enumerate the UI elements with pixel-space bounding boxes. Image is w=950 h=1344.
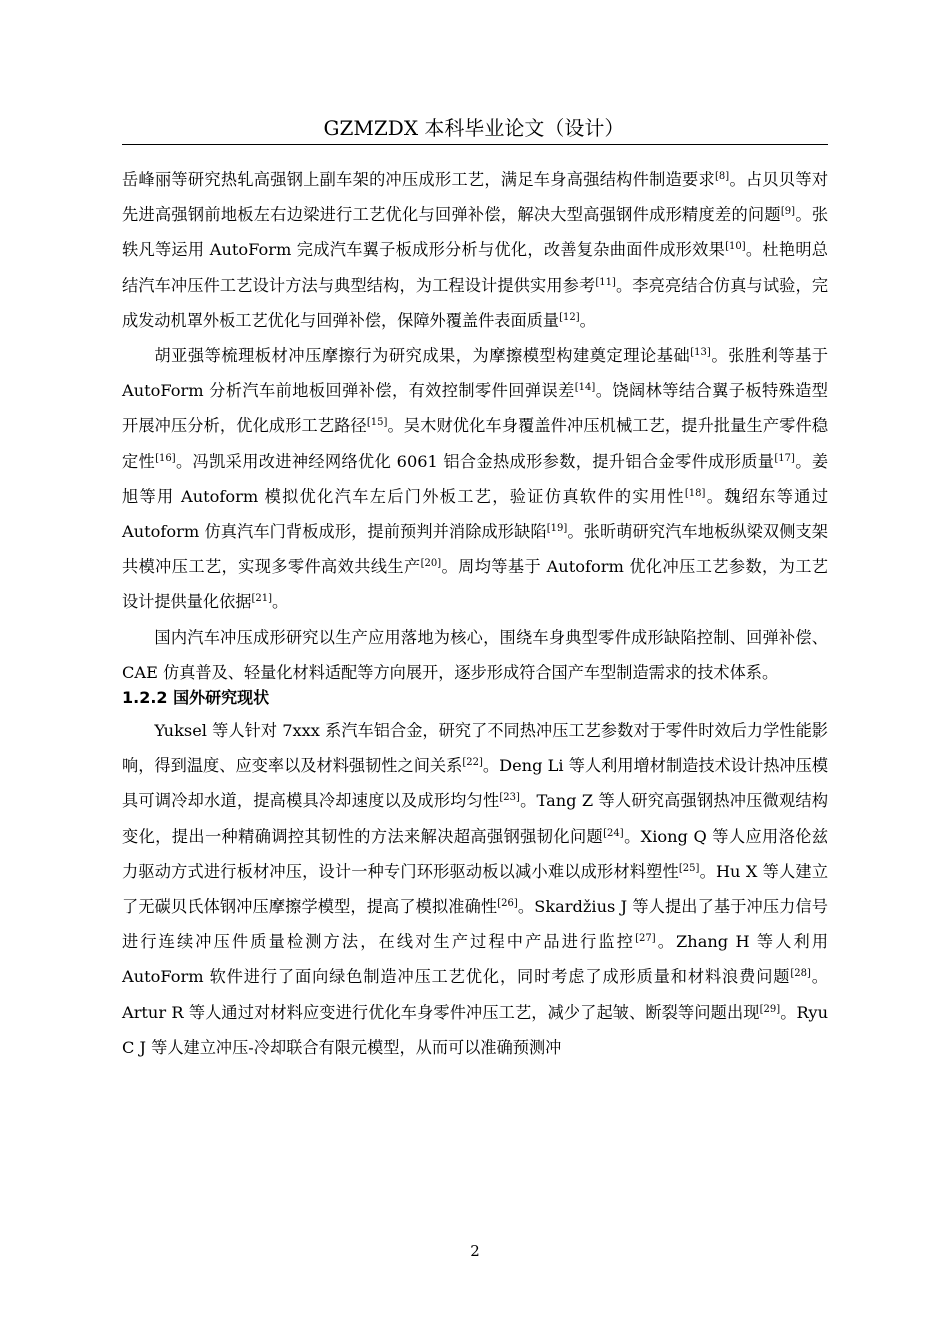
page-header: GZMZDX 本科毕业论文（设计）: [323, 116, 625, 140]
text-run: 。: [579, 310, 596, 330]
page-number: 2: [470, 1242, 480, 1260]
text-run: 。张昕萌研究汽车地板纵梁双侧支架共模冲压工艺，实现多零件高效共线生产: [122, 522, 828, 577]
text-run: 。吴木财优化车身覆盖件冲压机械工艺，提升批量生产零件稳定性: [122, 416, 829, 471]
text-run: 。占贝贝等对先进高强钢前地板左右边梁进行工艺优化与回弹补偿，解决大型高强钢件成形精度差的问题: [122, 170, 829, 225]
citation-ref: [13]: [690, 347, 711, 359]
text-run: 。Zhang H 等人利用 AutoForm 软件进行了面向绿色制造冲压工艺优化，同时考虑了成形质量和材料浪费问题: [122, 932, 829, 987]
citation-ref: [23]: [499, 792, 520, 804]
citation-ref: [9]: [780, 206, 796, 218]
citation-ref: [21]: [251, 593, 273, 605]
paragraph: [122, 713, 828, 1065]
text-run: 胡亚强等梳理板材冲压摩擦行为研究成果，为摩擦模型构建奠定理论基础: [154, 346, 691, 366]
text-run: 。Ryu C J 等人建立冲压-冷却联合有限元模型，从而可以准确预测冲: [122, 1002, 828, 1057]
citation-ref: [19]: [546, 523, 568, 535]
citation-ref: [11]: [595, 276, 616, 288]
text-run: 。Tang Z 等人研究高强钢热冲压微观结构变化，提出一种精确调控其韧性的方法来解决超高强钢强韧化问题: [122, 791, 829, 846]
citation-ref: [28]: [790, 968, 811, 980]
citation-ref: [17]: [774, 452, 795, 464]
citation-ref: [24]: [603, 827, 624, 839]
text-run: 。魏绍东等通过 Autoform 仿真汽车门背板成形，提前预判并消除成形缺陷: [122, 486, 829, 542]
text-run: 。: [272, 592, 289, 612]
citation-ref: [10]: [725, 241, 746, 253]
header-rule: [122, 144, 828, 145]
text-run: Yuksel 等人针对 7xxx 系汽车铝合金，研究了不同热冲压工艺参数对于零件时效后力学性能影响，得到温度、应变率以及材料强韧性之间关系: [122, 721, 828, 776]
citation-ref: [29]: [759, 1003, 781, 1015]
paragraph: [122, 338, 828, 620]
citation-ref: [8]: [715, 171, 730, 182]
text-run: 。Hu X 等人建立了无碳贝氏体钢冲压摩擦学模型，提高了模拟准确性: [122, 861, 829, 917]
citation-ref: [15]: [366, 417, 388, 429]
citation-ref: [27]: [635, 933, 656, 945]
text-run: 岳峰丽等研究热轧高强钢上副车架的冲压成形工艺，满足车身高强结构件制造要求: [122, 170, 715, 189]
text-run: 。Skardžius J 等人提出了基于冲压力信号进行连续冲压件质量检测方法，在线对生产过程中产品进行监控: [122, 897, 828, 952]
citation-ref: [26]: [497, 898, 518, 910]
text-run: 。Xiong Q 等人应用洛伦兹力驱动方式进行板材冲压，设计一种专门环形驱动板以减小难以成形材料塑性: [122, 826, 829, 881]
citation-ref: [22]: [462, 757, 483, 769]
text-run: 。姜旭等用 Autoform 模拟优化汽车左后门外板工艺，验证仿真软件的实用性: [122, 451, 829, 506]
citation-ref: [16]: [155, 452, 176, 464]
paragraph: [122, 162, 828, 338]
text-run: 。杜艳明总结汽车冲压件工艺设计方法与典型结构，为工程设计提供实用参考: [122, 240, 828, 295]
text-run: 。Deng Li 等人利用增材制造技术设计热冲压模具可调冷却水道，提高模具冷却速度以及成形均匀性: [122, 756, 829, 811]
text-run: 。周均等基于 Autoform 优化冲压工艺参数，为工艺设计提供量化依据: [122, 557, 828, 612]
text-run: 国内汽车冲压成形研究以生产应用落地为核心，围绕车身典型零件成形缺陷控制、回弹补偿、CAE 仿真普及、轻量化材料适配等方向展开，逐步形成符合国产车型制造需求的技术体系。: [122, 627, 828, 682]
text-run: 。李亮亮结合仿真与试验，完成发动机罩外板工艺优化与回弹补偿，保障外覆盖件表面质量: [122, 275, 829, 330]
citation-ref: [20]: [420, 558, 442, 570]
section-heading: 1.2.2 国外研究现状: [122, 688, 270, 708]
text-run: 。Artur R 等人通过对材料应变进行优化车身零件冲压工艺，减少了起皱、断裂等问题出现: [122, 967, 828, 1022]
citation-ref: [25]: [678, 862, 700, 874]
citation-ref: [12]: [559, 311, 580, 323]
body-text: [122, 162, 828, 1065]
citation-ref: [14]: [574, 382, 596, 394]
citation-ref: [18]: [684, 487, 706, 499]
text-run: 。饶阔林等结合翼子板特殊造型开展冲压分析，优化成形工艺路径: [122, 381, 828, 436]
text-run: 。冯凯采用改进神经网络优化 6061 铝合金热成形参数，提升铝合金零件成形质量: [175, 451, 775, 471]
text-run: 。张胜利等基于 AutoForm 分析汽车前地板回弹补偿，有效控制零件回弹误差: [122, 346, 828, 401]
text-run: 。张轶凡等运用 AutoForm 完成汽车翼子板成形分析与优化，改善复杂曲面件成形效果: [122, 205, 829, 260]
paragraph: [122, 620, 828, 690]
